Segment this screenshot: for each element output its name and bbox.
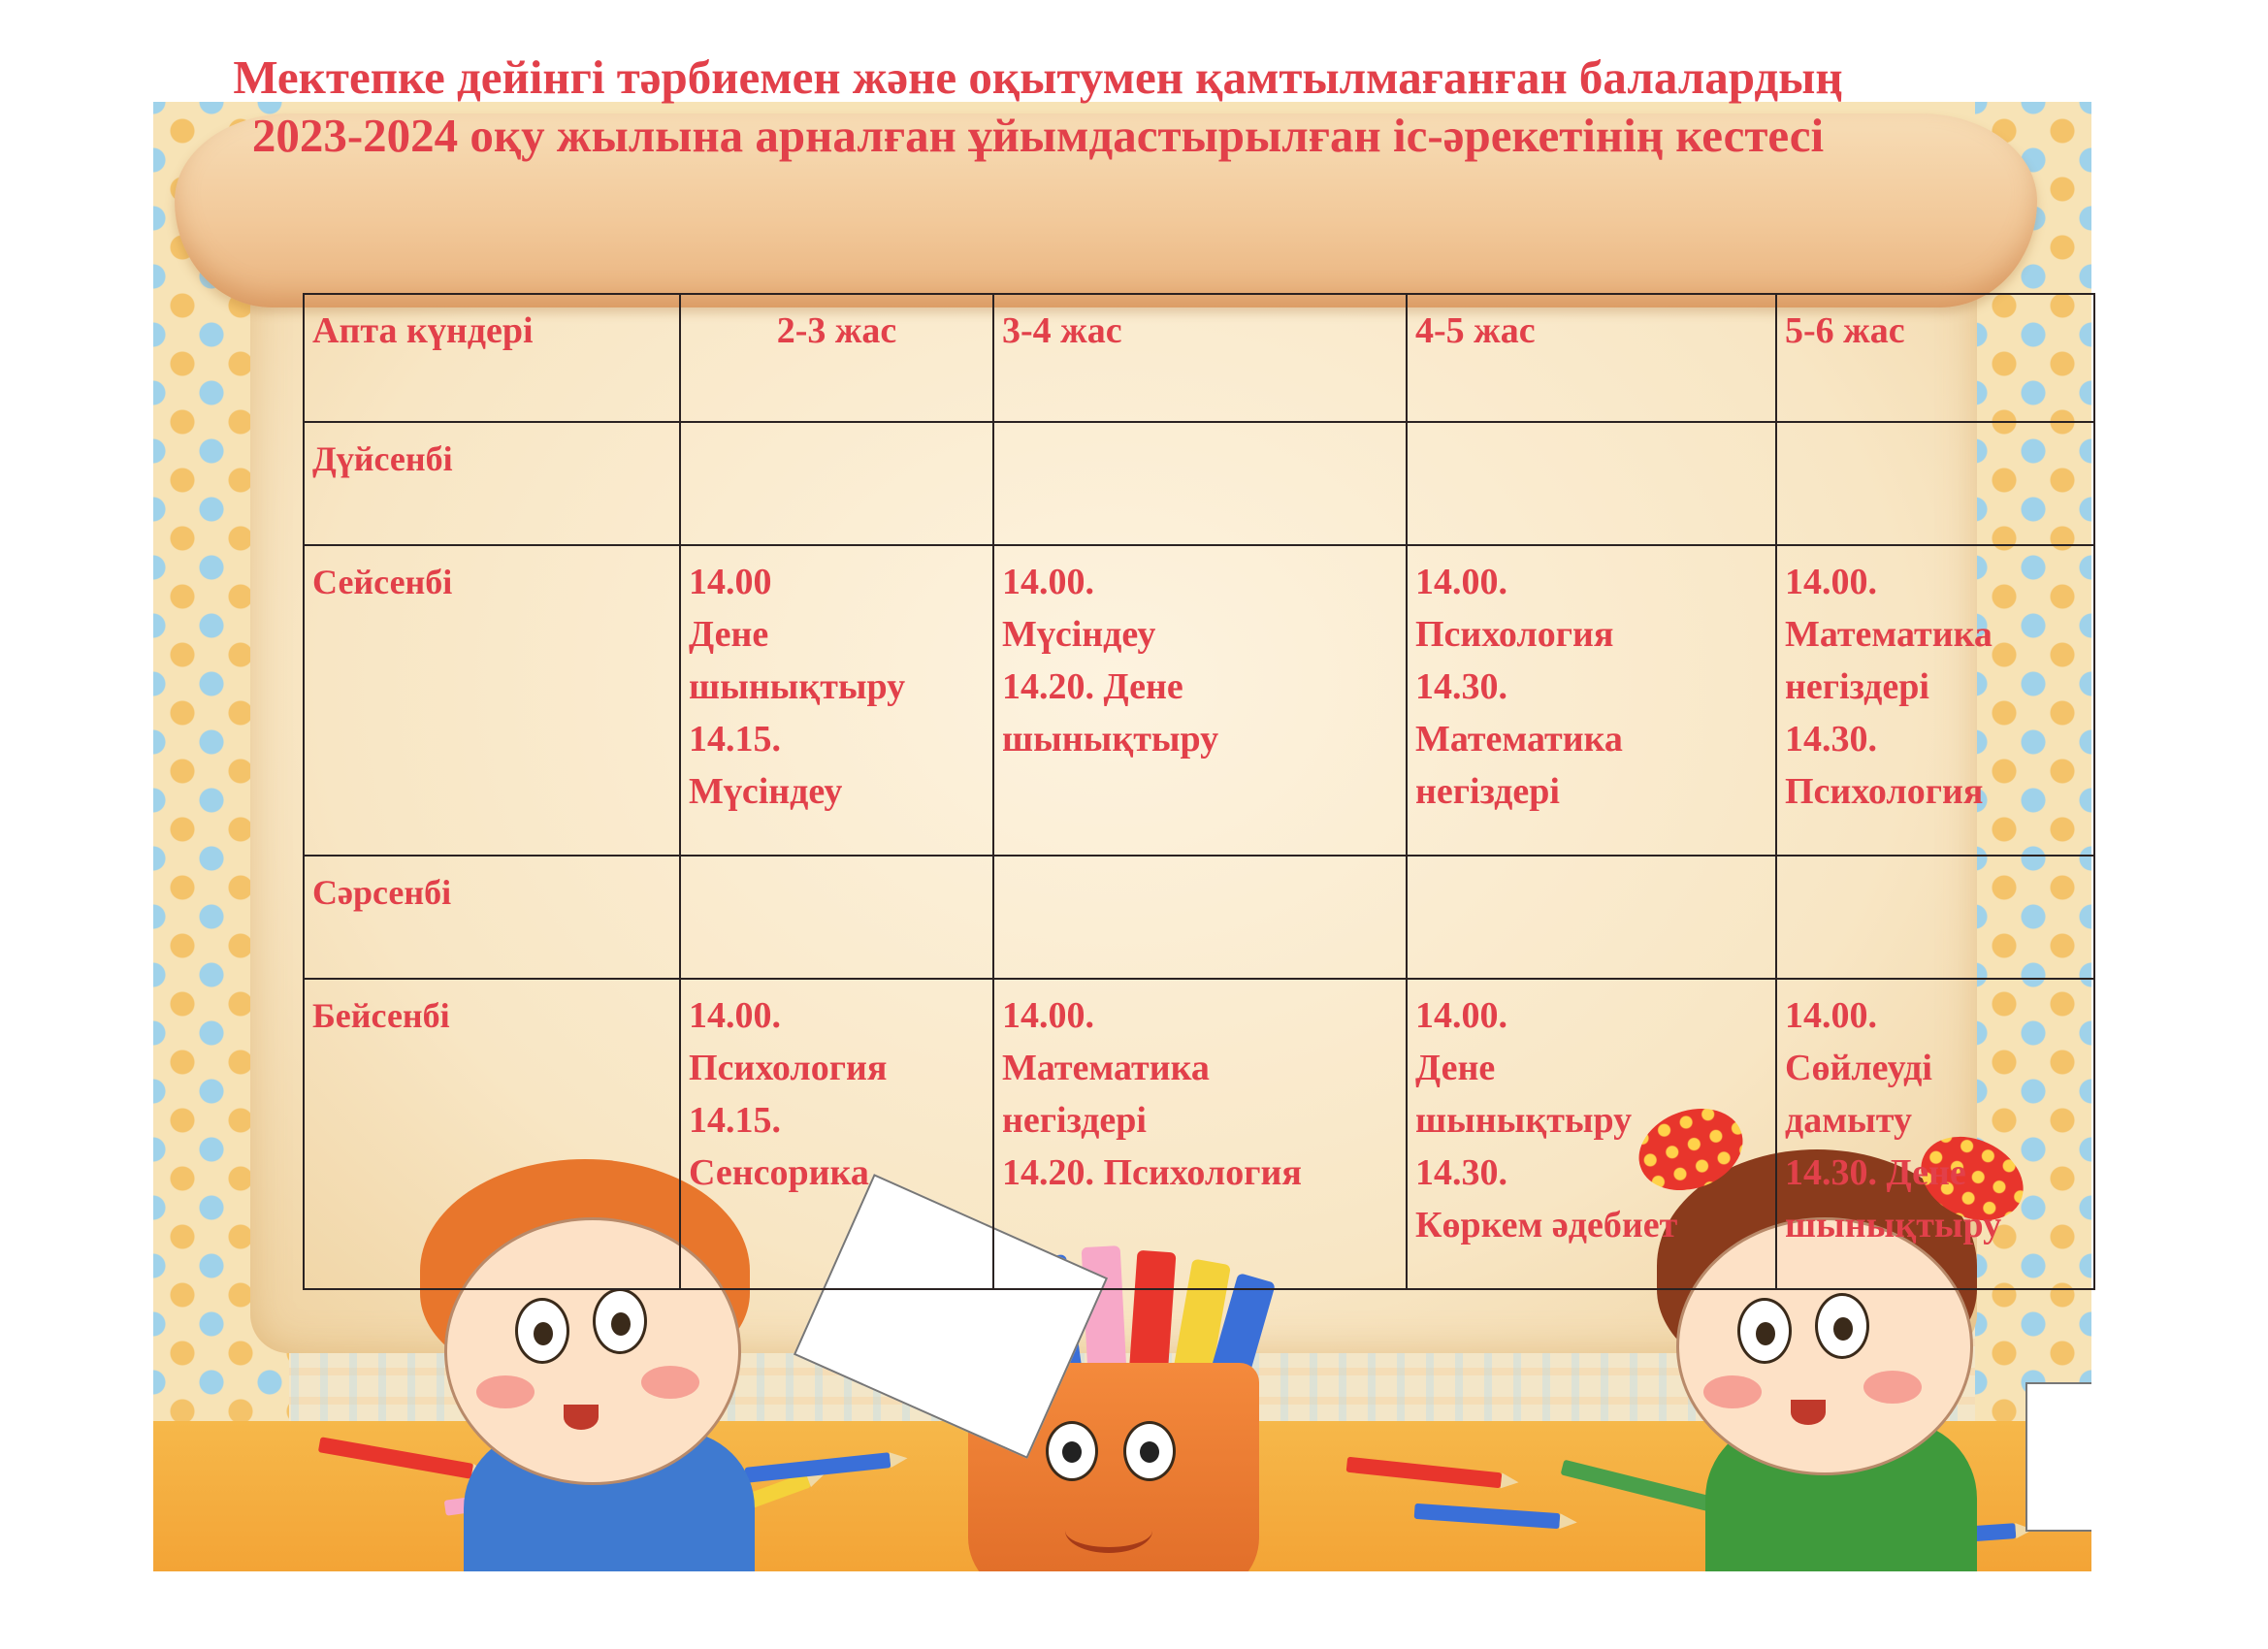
schedule-cell: 14.00. Мүсіндеу 14.20. Дене шынықтыру <box>993 545 1407 856</box>
day-cell-tuesday: Сейсенбі <box>304 545 680 856</box>
schedule-cell <box>680 422 993 545</box>
table-row <box>304 979 2094 1289</box>
schedule-cell: 14.00. Дене шынықтыру 14.30. Көркем әдебиет <box>1407 979 1776 1289</box>
schedule-cell: 14.00. Психология 14.30. Математика негіздері <box>1407 545 1776 856</box>
schedule-title <box>116 48 1960 165</box>
table-row <box>304 545 2094 856</box>
header-age-2-3: 2-3 жас <box>680 294 993 422</box>
cup-eye-icon <box>1046 1421 1098 1481</box>
schedule-cell: 14.00. Сөйлеуді дамыту 14.30. Дене шынықтыру <box>1776 979 2094 1289</box>
header-age-3-4: 3-4 жас <box>993 294 1407 422</box>
cup-eye-icon <box>1123 1421 1176 1481</box>
schedule-cell: 14.00. Психология 14.15. Сенсорика <box>680 979 993 1289</box>
schedule-cell <box>1776 422 2094 545</box>
day-cell-monday: Дүйсенбі <box>304 422 680 545</box>
schedule-table <box>303 293 2095 1290</box>
table-row <box>304 856 2094 979</box>
eye-icon <box>1737 1298 1792 1364</box>
title-line-1: Мектепке дейінгі тәрбиемен және оқытумен қамтылмағанған балалардың <box>233 50 1843 104</box>
cheek-icon <box>476 1375 535 1408</box>
header-weekdays: Апта күндері <box>304 294 680 422</box>
table-row <box>304 422 2094 545</box>
header-age-5-6: 5-6 жас <box>1776 294 2094 422</box>
cup-mouth-icon <box>1065 1508 1152 1553</box>
cheek-icon <box>1703 1375 1762 1408</box>
schedule-cell <box>1407 422 1776 545</box>
schedule-cell <box>1407 856 1776 979</box>
header-age-4-5: 4-5 жас <box>1407 294 1776 422</box>
paper-sheet-icon <box>2025 1382 2091 1532</box>
eye-icon <box>1815 1293 1869 1359</box>
mouth-icon <box>1791 1400 1826 1425</box>
eye-icon <box>593 1288 647 1354</box>
schedule-cell <box>680 856 993 979</box>
cheek-icon <box>641 1366 699 1399</box>
mouth-icon <box>564 1405 599 1430</box>
day-cell-wednesday: Сәрсенбі <box>304 856 680 979</box>
schedule-cell <box>993 856 1407 979</box>
eye-icon <box>515 1298 569 1364</box>
cheek-icon <box>1863 1371 1922 1404</box>
table-header-row <box>304 294 2094 422</box>
day-cell-thursday: Бейсенбі <box>304 979 680 1289</box>
title-line-2: 2023-2024 оқу жылына арналған ұйымдастырылған іс-әрекетінің кестесі <box>251 109 1825 162</box>
schedule-cell: 14.00. Математика негіздері 14.20. Психология <box>993 979 1407 1289</box>
schedule-cell <box>1776 856 2094 979</box>
schedule-cell: 14.00. Математика негіздері 14.30. Психология <box>1776 545 2094 856</box>
schedule-cell <box>993 422 1407 545</box>
schedule-cell: 14.00 Дене шынықтыру 14.15. Мүсіндеу <box>680 545 993 856</box>
